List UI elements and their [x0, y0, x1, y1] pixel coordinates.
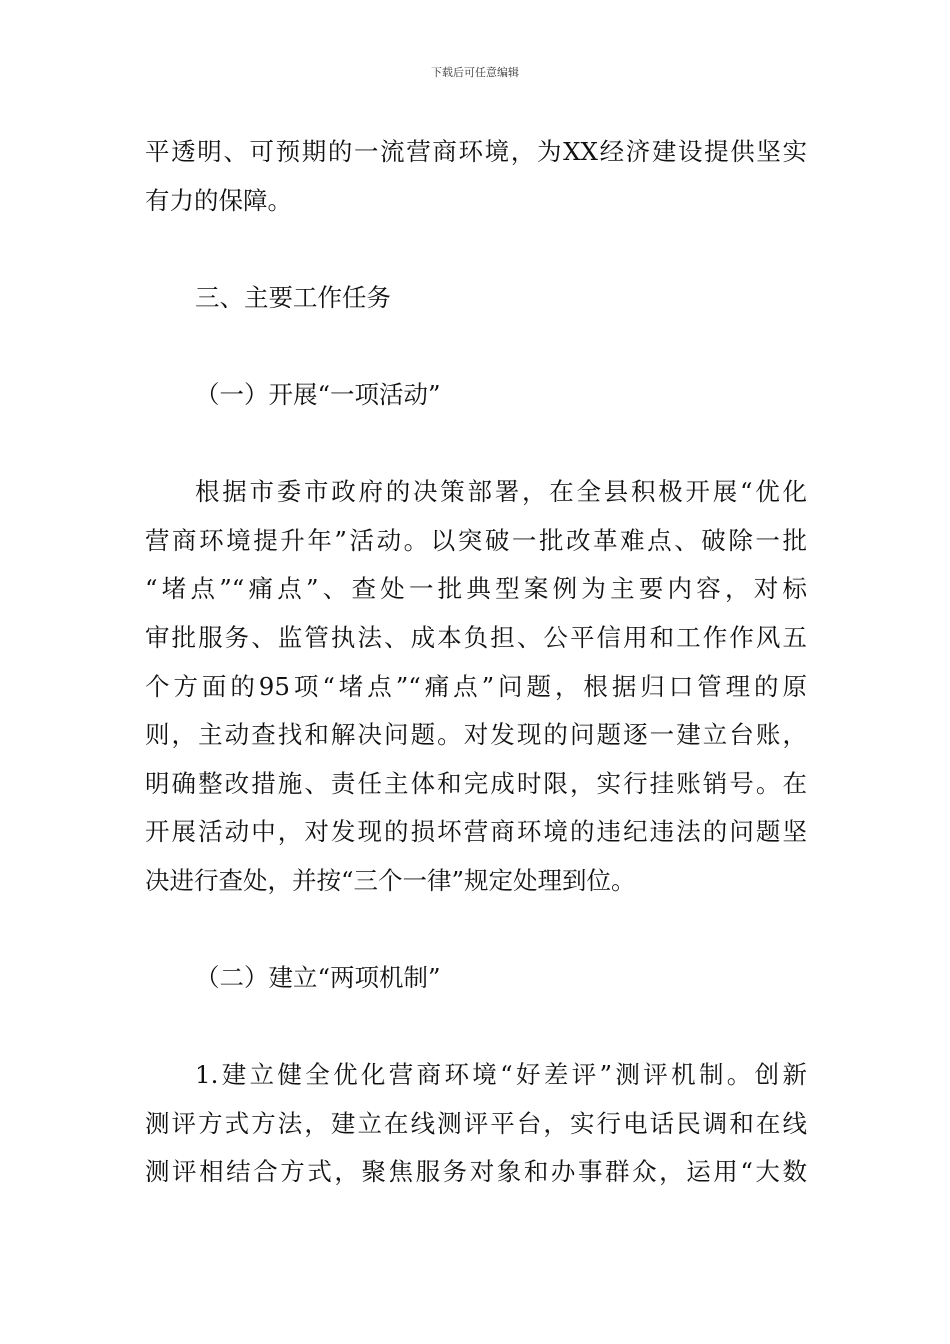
text-line: 有力的保障。 [145, 185, 292, 215]
text-line: 1.建立健全优化营商环境“好差评”测评机制。创新 [195, 1060, 807, 1090]
paragraph-gap [145, 420, 807, 469]
paragraph-gap [145, 1003, 807, 1052]
text-line: 决进行查处，并按“三个一律”规定处理到位。 [145, 865, 636, 895]
paragraph-gap [145, 225, 807, 274]
text-line: 测评相结合方式，聚焦服务对象和办事群众，运用“大数 [145, 1157, 807, 1187]
subsection-heading: （二）建立“两项机制” [195, 963, 441, 993]
paragraph-gap [145, 322, 807, 371]
document-body [145, 128, 807, 1197]
text-line: 营商环境提升年”活动。以突破一批改革难点、破除一批 [145, 525, 807, 555]
paragraph-gap [145, 906, 807, 955]
text-line: 根据市委市政府的决策部署，在全县积极开展“优化 [195, 477, 807, 507]
text-line: 明确整改措施、责任主体和完成时限，实行挂账销号。在 [145, 768, 807, 798]
text-line: “堵点”“痛点”、查处一批典型案例为主要内容，对标 [145, 574, 807, 604]
text-line: 测评方式方法，建立在线测评平台，实行电话民调和在线 [145, 1108, 807, 1138]
page-header-note: 下载后可任意编辑 [431, 66, 519, 79]
text-line: 平透明、可预期的一流营商环境，为XX经济建设提供坚实 [145, 137, 807, 166]
section-heading: 三、主要工作任务 [195, 282, 391, 312]
text-line: 审批服务、监管执法、成本负担、公平信用和工作作风五 [145, 622, 807, 652]
subsection-heading: （一）开展“一项活动” [195, 379, 441, 409]
text-line: 则，主动查找和解决问题。对发现的问题逐一建立台账， [145, 720, 807, 750]
text-line: 开展活动中，对发现的损坏营商环境的违纪违法的问题坚 [145, 817, 807, 847]
text-line: 个方面的95项“堵点”“痛点”问题，根据归口管理的原 [145, 671, 807, 701]
